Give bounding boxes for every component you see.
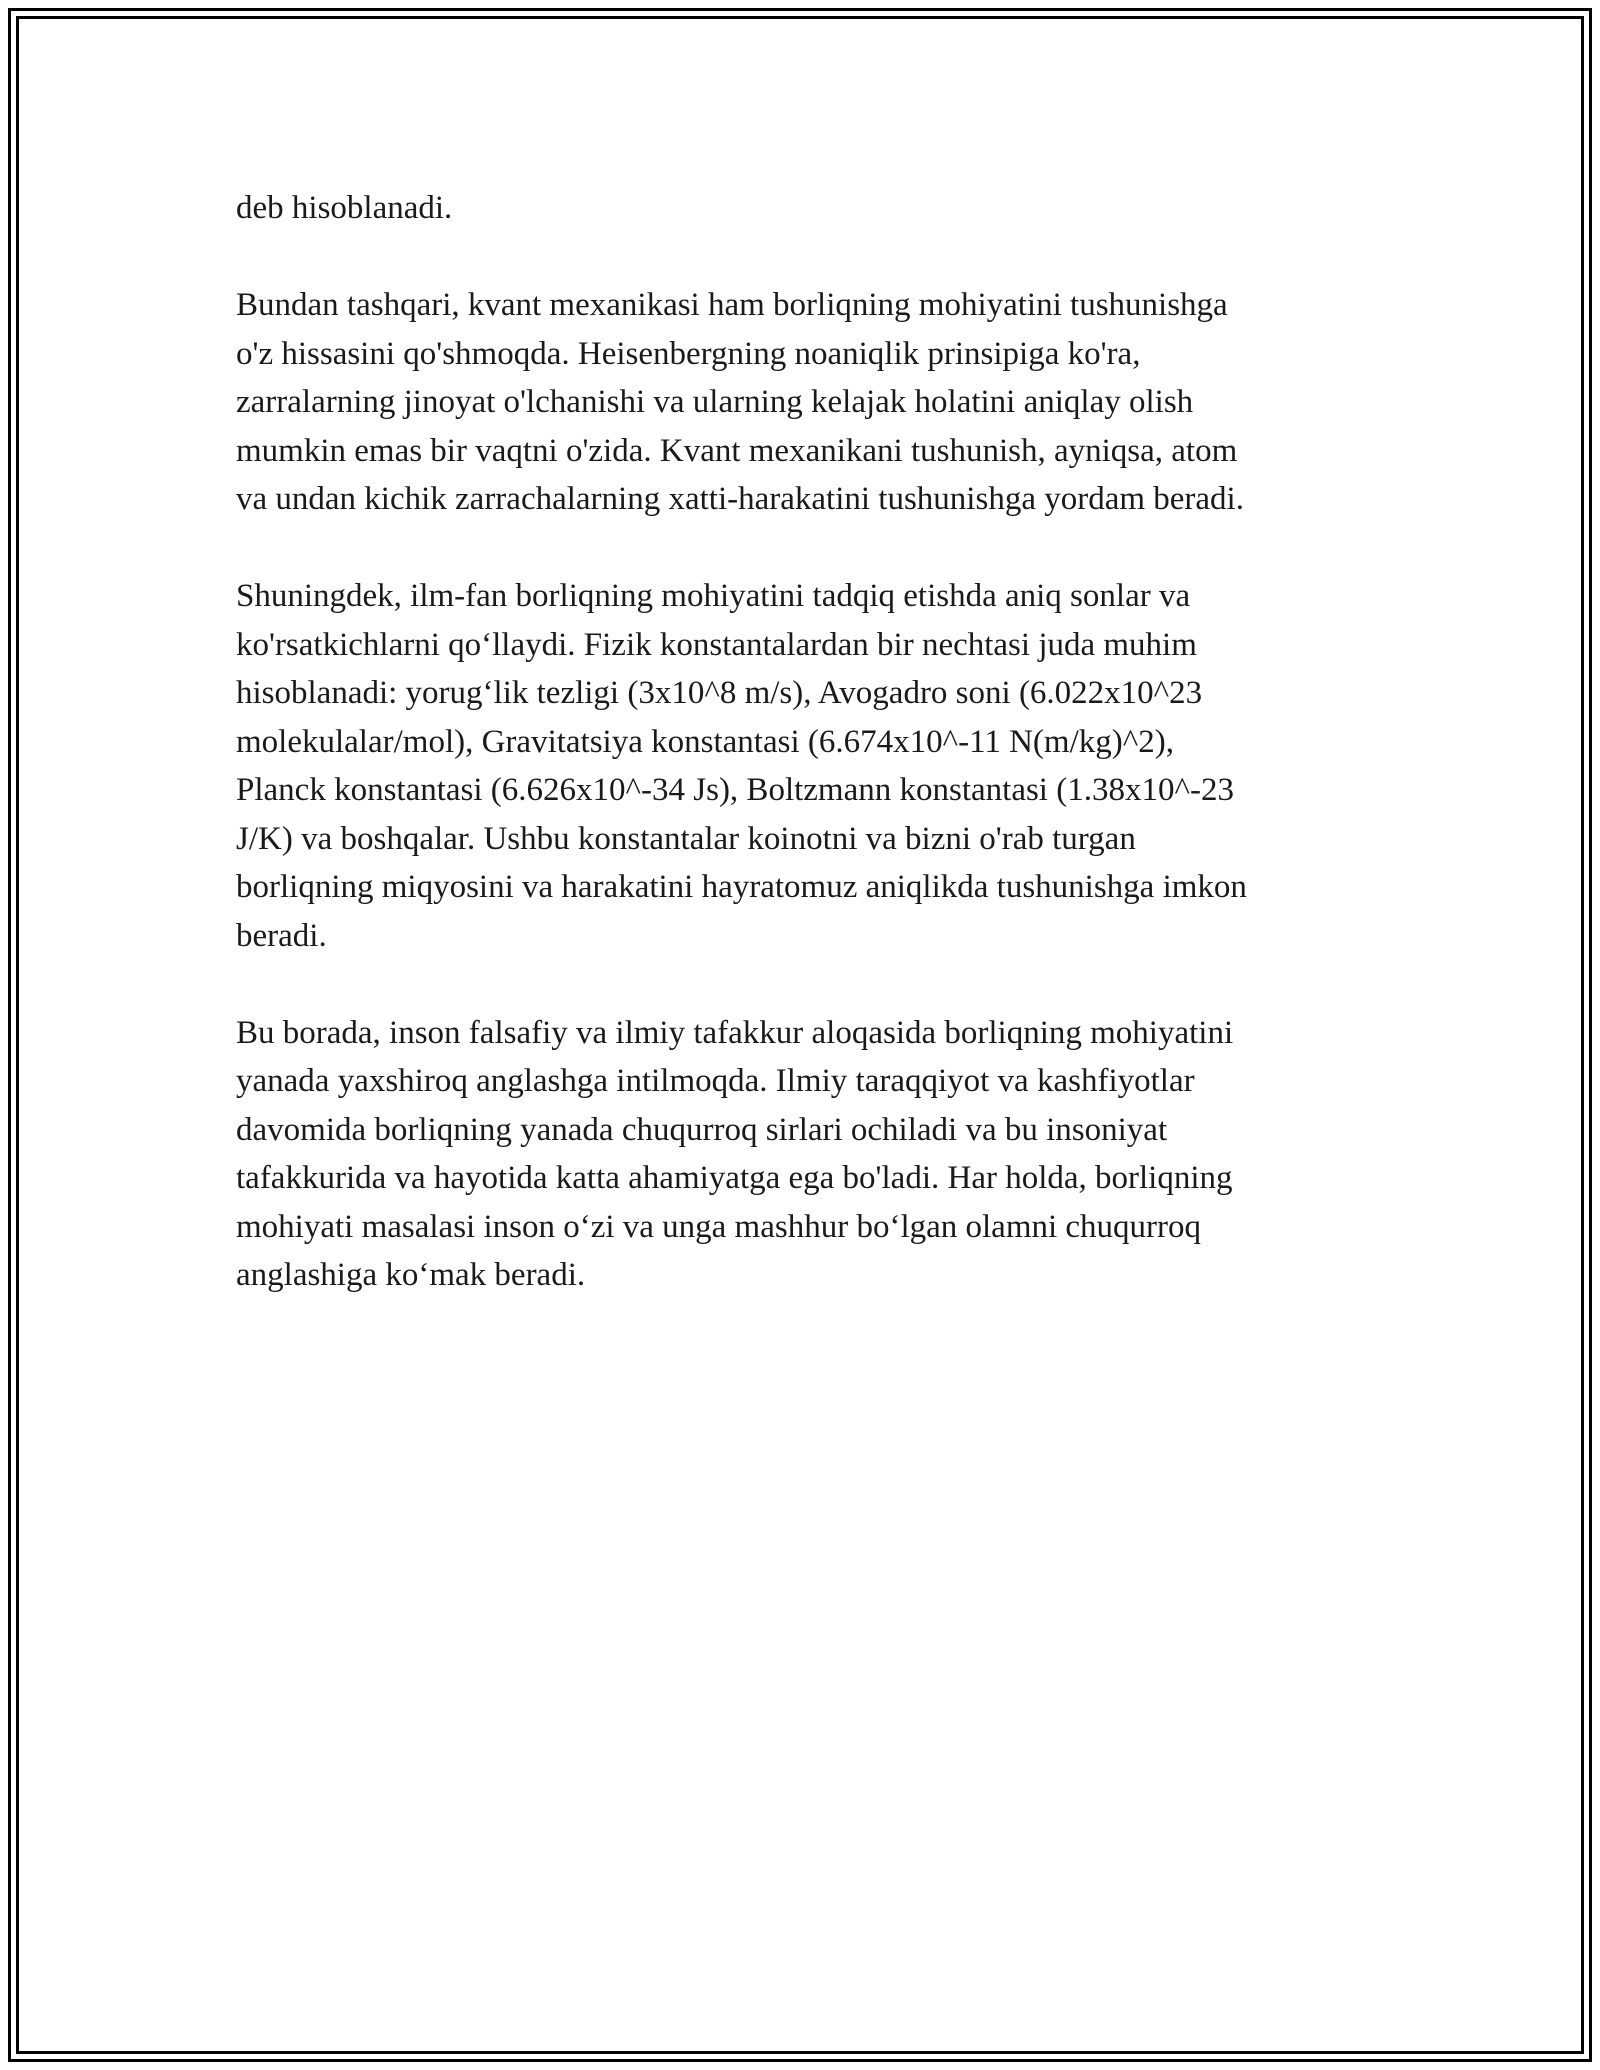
paragraph-continuation: deb hisoblanadi. bbox=[236, 190, 453, 226]
paragraph-quantum-mechanics: Bundan tashqari, kvant mexanikasi ham borliqning mohiyatini tushunishga o'z hissasini qo'shmoqda. Heisenbergning noaniqlik prinsipiga ko'ra, zarralarning jinoyat o'lchanishi va ularning kelajak holatini aniqlay olish mumkin emas bir vaqtni o'zida. Kvant mexanikani tushunish, ayniqsa, atom va undan kichik zarrachalarning xatti-harakatini tushunishga yordam beradi. bbox=[236, 287, 1244, 517]
paragraph-conclusion: Bu borada, inson falsafiy va ilmiy tafakkur aloqasida borliqning mohiyatini yanada yaxshiroq anglashga intilmoqda. Ilmiy taraqqiyot va kashfiyotlar davomida borliqning yanada chuqurroq sirlari ochiladi va bu insoniyat tafakkurida va hayotida katta ahamiyatga ega bo'ladi. Har holda, borliqning mohiyati masalasi inson o‘zi va unga mashhur bo‘lgan olamni chuqurroq anglashiga ko‘mak beradi. bbox=[236, 1014, 1234, 1293]
paragraph-physical-constants: Shuningdek, ilm-fan borliqning mohiyatini tadqiq etishda aniq sonlar va ko'rsatkichlarni qo‘llaydi. Fizik konstantalardan bir nechtasi juda muhim hisoblanadi: yorug‘lik tezligi (3x10^8 m/s), Avogadro soni (6.022x10^23 molekulalar/mol), Gravitatsiya konstantasi (6.674x10^-11 N(m/kg)^2), Planck konstantasi (6.626x10^-34 Js), Boltzmann konstantasi (1.38x10^-23 J/K) va boshqalar. Ushbu konstantalar koinotni va bizni o'rab turgan borliqning miqyosini va harakatini hayratomuz aniqlikda tushunishga imkon beradi. bbox=[236, 578, 1247, 954]
document-body bbox=[236, 184, 1366, 1348]
